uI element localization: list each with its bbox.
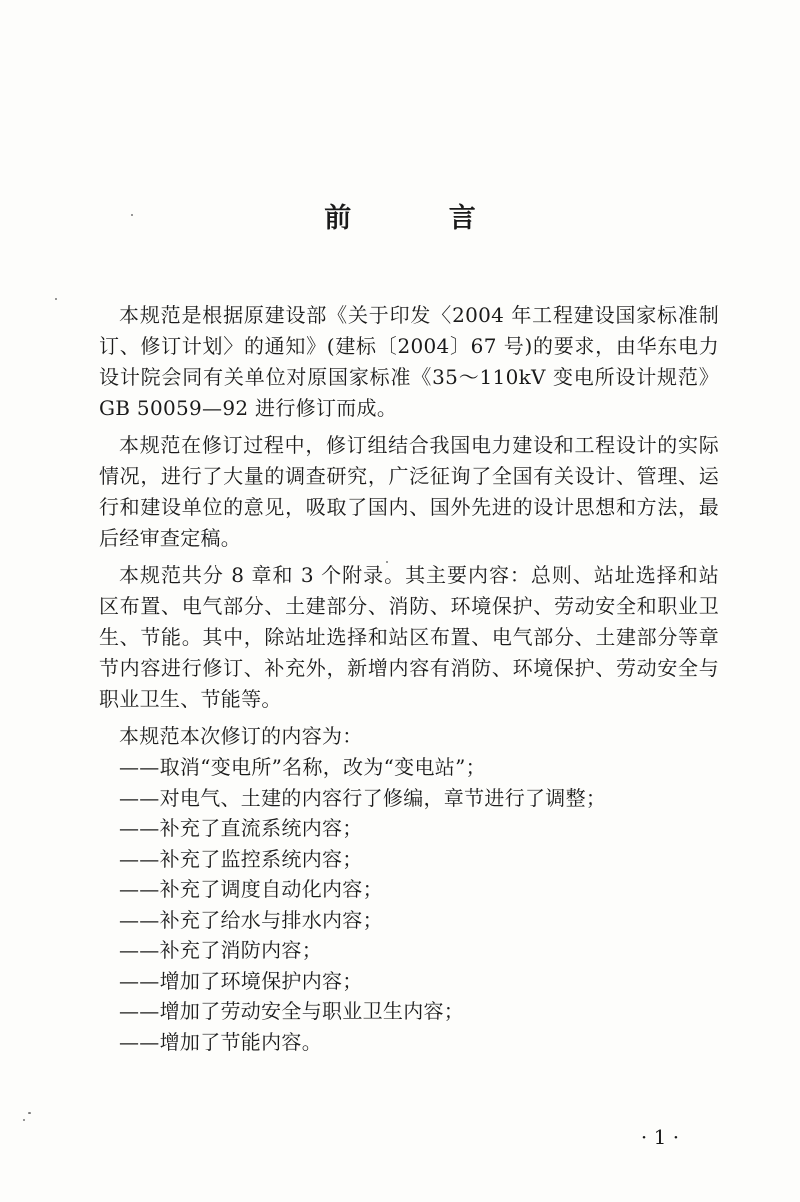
list-item: ——增加了环境保护内容；	[119, 968, 363, 993]
list-item: ——补充了消防内容；	[119, 938, 322, 962]
revision-list	[99, 752, 719, 1057]
list-item: ——增加了劳动安全与职业卫生内容；	[119, 999, 465, 1023]
list-item: ——增加了节能内容。	[119, 1029, 322, 1054]
list-item: ——补充了直流系统内容；	[119, 816, 363, 840]
paragraph-revision-intro: 本规范本次修订的内容为：	[119, 724, 363, 748]
list-item: ——补充了监控系统内容；	[119, 846, 363, 871]
scan-speck	[386, 561, 388, 563]
list-item: ——对电气、土建的内容行了修编，章节进行了调整；	[119, 785, 607, 810]
list-item: ——取消“变电所”名称，改为“变电站”；	[119, 755, 486, 779]
scan-speck	[55, 298, 57, 300]
list-item: ——补充了调度自动化内容；	[119, 877, 383, 901]
page-number: · 1 ·	[640, 1125, 680, 1149]
paragraph-process: 本规范在修订过程中，修订组结合我国电力建设和工程设计的实际情况，进行了大量的调查研究，广泛征询了全国有关设计、管理、运行和建设单位的意见，吸取了国内、国外先进的设计思想和方法，最后经审查定稿。	[99, 433, 719, 550]
scan-speck	[28, 1112, 31, 1114]
scan-speck	[23, 1119, 25, 1121]
scan-speck	[131, 214, 133, 216]
paragraph-contents: 本规范共分 8 章和 3 个附录。其主要内容：总则、站址选择和站区布置、电气部分、土建部分、消防、环境保护、劳动安全和职业卫生、节能。其中，除站址选择和站区布置、电气部分、土建部分等章节内容进行修订、补充外，新增内容有消防、环境保护、劳动安全与职业卫生、节能等。	[99, 563, 719, 711]
foreword-body	[99, 300, 719, 1057]
page-title: 前 言	[324, 203, 520, 234]
paragraph-origin: 本规范是根据原建设部《关于印发〈2004 年工程建设国家标准制订、修订计划〉的通知》(建标〔2004〕67 号)的要求，由华东电力设计院会同有关单位对原国家标准《35～110kV 变电所设计规范》GB 50059—92 进行修订而成。	[99, 303, 719, 420]
list-item: ——补充了给水与排水内容；	[119, 907, 383, 932]
